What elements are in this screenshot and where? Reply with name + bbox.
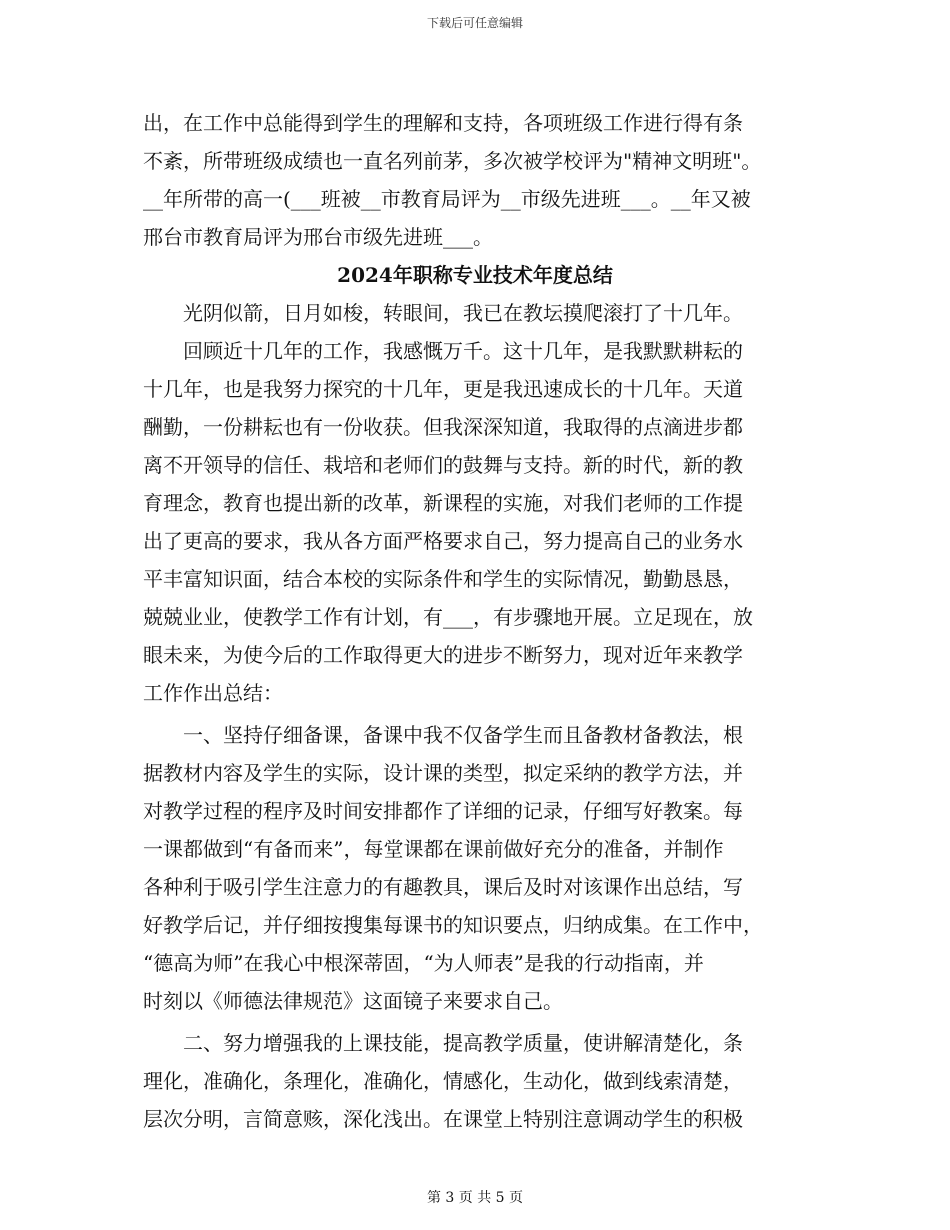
text-line: 层次分明，言简意赅，深化浅出。在课堂上特别注意调动学生的积极 <box>143 1107 743 1131</box>
text-line: 一课都做到“有备而来”，每堂课都在课前做好充分的准备，并制作 <box>143 837 724 861</box>
text-line: 出，在工作中总能得到学生的理解和支持，各项班级工作进行得有条 <box>143 111 743 135</box>
text-line: 回顾近十几年的工作，我感慨万千。这十几年，是我默默耕耘的 <box>143 339 743 363</box>
text-line: 离不开领导的信任、栽培和老师们的鼓舞与支持。新的时代，新的教 <box>143 453 743 477</box>
text-line: 工作作出总结： <box>143 681 283 705</box>
page-number: 第 3 页 共 5 页 <box>426 1190 524 1206</box>
paragraph-2 <box>143 332 807 712</box>
text-line: 兢兢业业，使教学工作有计划，有___，有步骤地开展。立足现在，放 <box>143 605 753 629</box>
text-line: 光阴似箭，日月如梭，转眼间，我已在教坛摸爬滚打了十几年。 <box>143 301 743 325</box>
page-header-note: 下载后可任意编辑 <box>426 16 523 30</box>
text-line: 不紊，所带班级成绩也一直名列前茅，多次被学校评为"精神文明班"。 <box>143 149 762 173</box>
text-line: 眼未来，为使今后的工作取得更大的进步不断努力，现对近年来教学 <box>143 643 743 667</box>
text-line: 出了更高的要求，我从各方面严格要求自己，努力提高自己的业务水 <box>143 529 743 553</box>
text-line: 平丰富知识面，结合本校的实际条件和学生的实际情况，勤勤恳恳， <box>143 567 743 591</box>
text-line: “德高为师”在我心中根深蒂固，“为人师表”是我的行动指南，并 <box>143 951 704 975</box>
text-line: 十几年，也是我努力探究的十几年，更是我迅速成长的十几年。天道 <box>143 377 743 401</box>
text-line: 一、坚持仔细备课，备课中我不仅备学生而且备教材备教法，根 <box>143 723 743 747</box>
text-line: 时刻以《师德法律规范》这面镜子来要求自己。 <box>143 989 563 1013</box>
text-line: 据教材内容及学生的实际，设计课的类型，拟定采纳的教学方法，并 <box>143 761 743 785</box>
text-line: __年所带的高一(___班被__市教育局评为__市级先进班___。__年又被 <box>143 187 751 211</box>
text-line: 好教学后记，并仔细按搜集每课书的知识要点，归纳成集。在工作中， <box>143 913 763 937</box>
text-line: 二、努力增强我的上课技能，提高教学质量，使讲解清楚化，条 <box>143 1031 743 1055</box>
text-line: 理化，准确化，条理化，准确化，情感化，生动化，做到线索清楚， <box>143 1069 743 1093</box>
paragraph-1 <box>143 294 807 332</box>
text-line: 邢台市教育局评为邢台市级先进班___。 <box>143 225 493 249</box>
paragraph-3 <box>143 716 807 1020</box>
text-line: 酬勤，一份耕耘也有一份收获。但我深深知道，我取得的点滴进步都 <box>143 415 743 439</box>
text-line: 对教学过程的程序及时间安排都作了详细的记录，仔细写好教案。每 <box>143 799 743 823</box>
paragraph-4 <box>143 1024 807 1138</box>
document-body <box>143 104 807 1138</box>
document-title: 2024年职称专业技术年度总结 <box>337 263 613 287</box>
text-line: 育理念，教育也提出新的改革，新课程的实施，对我们老师的工作提 <box>143 491 743 515</box>
intro-paragraph <box>143 104 807 256</box>
text-line: 各种利于吸引学生注意力的有趣教具，课后及时对该课作出总结，写 <box>143 875 743 899</box>
